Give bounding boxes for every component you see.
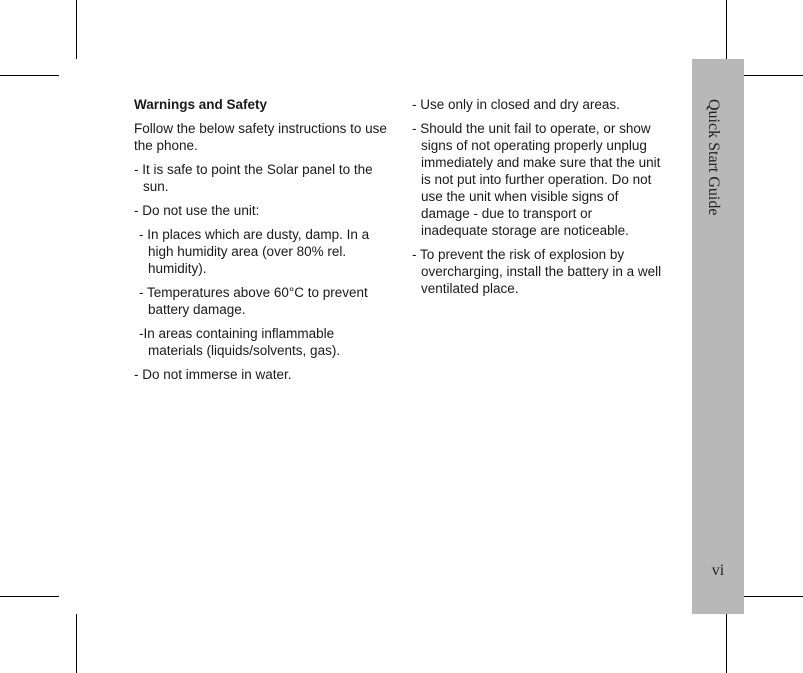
- crop-mark: [744, 596, 803, 597]
- crop-mark: [744, 75, 803, 76]
- crop-mark: [76, 614, 77, 673]
- list-item: - To prevent the risk of explosion by overcharging, install the battery in a well ventilated place.: [412, 247, 662, 296]
- crop-mark: [726, 0, 727, 59]
- crop-mark: [76, 0, 77, 59]
- sub-list-item: - Temperatures above 60°C to prevent battery damage.: [139, 285, 368, 317]
- side-tab: [692, 59, 744, 614]
- list-item: - It is safe to point the Solar panel to the sun.: [134, 162, 373, 194]
- sub-list-item: -In areas containing inflammable materials (liquids/solvents, gas).: [139, 326, 341, 358]
- section-heading: Warnings and Safety: [134, 97, 268, 112]
- list-item: - Should the unit fail to operate, or show signs of not operating properly unplug immediately and make sure that the unit is not put into further operation. Do not use the unit when visible signs of damage - due to transport or inadequate storage are noticeable.: [412, 121, 661, 238]
- list-item: - Do not immerse in water.: [134, 367, 292, 382]
- guide-title: Quick Start Guide: [705, 99, 722, 216]
- crop-mark: [0, 596, 59, 597]
- list-item: - Use only in closed and dry areas.: [412, 97, 620, 112]
- crop-mark: [0, 75, 59, 76]
- list-item: - Do not use the unit:: [134, 203, 260, 218]
- intro-paragraph: Follow the below safety instructions to use the phone.: [134, 121, 387, 153]
- page-number: vi: [711, 562, 725, 579]
- sub-list-item: - In places which are dusty, damp. In a high humidity area (over 80% rel. humidity).: [139, 227, 370, 276]
- crop-mark: [726, 614, 727, 673]
- right-column: [412, 96, 662, 304]
- left-column: [134, 96, 390, 390]
